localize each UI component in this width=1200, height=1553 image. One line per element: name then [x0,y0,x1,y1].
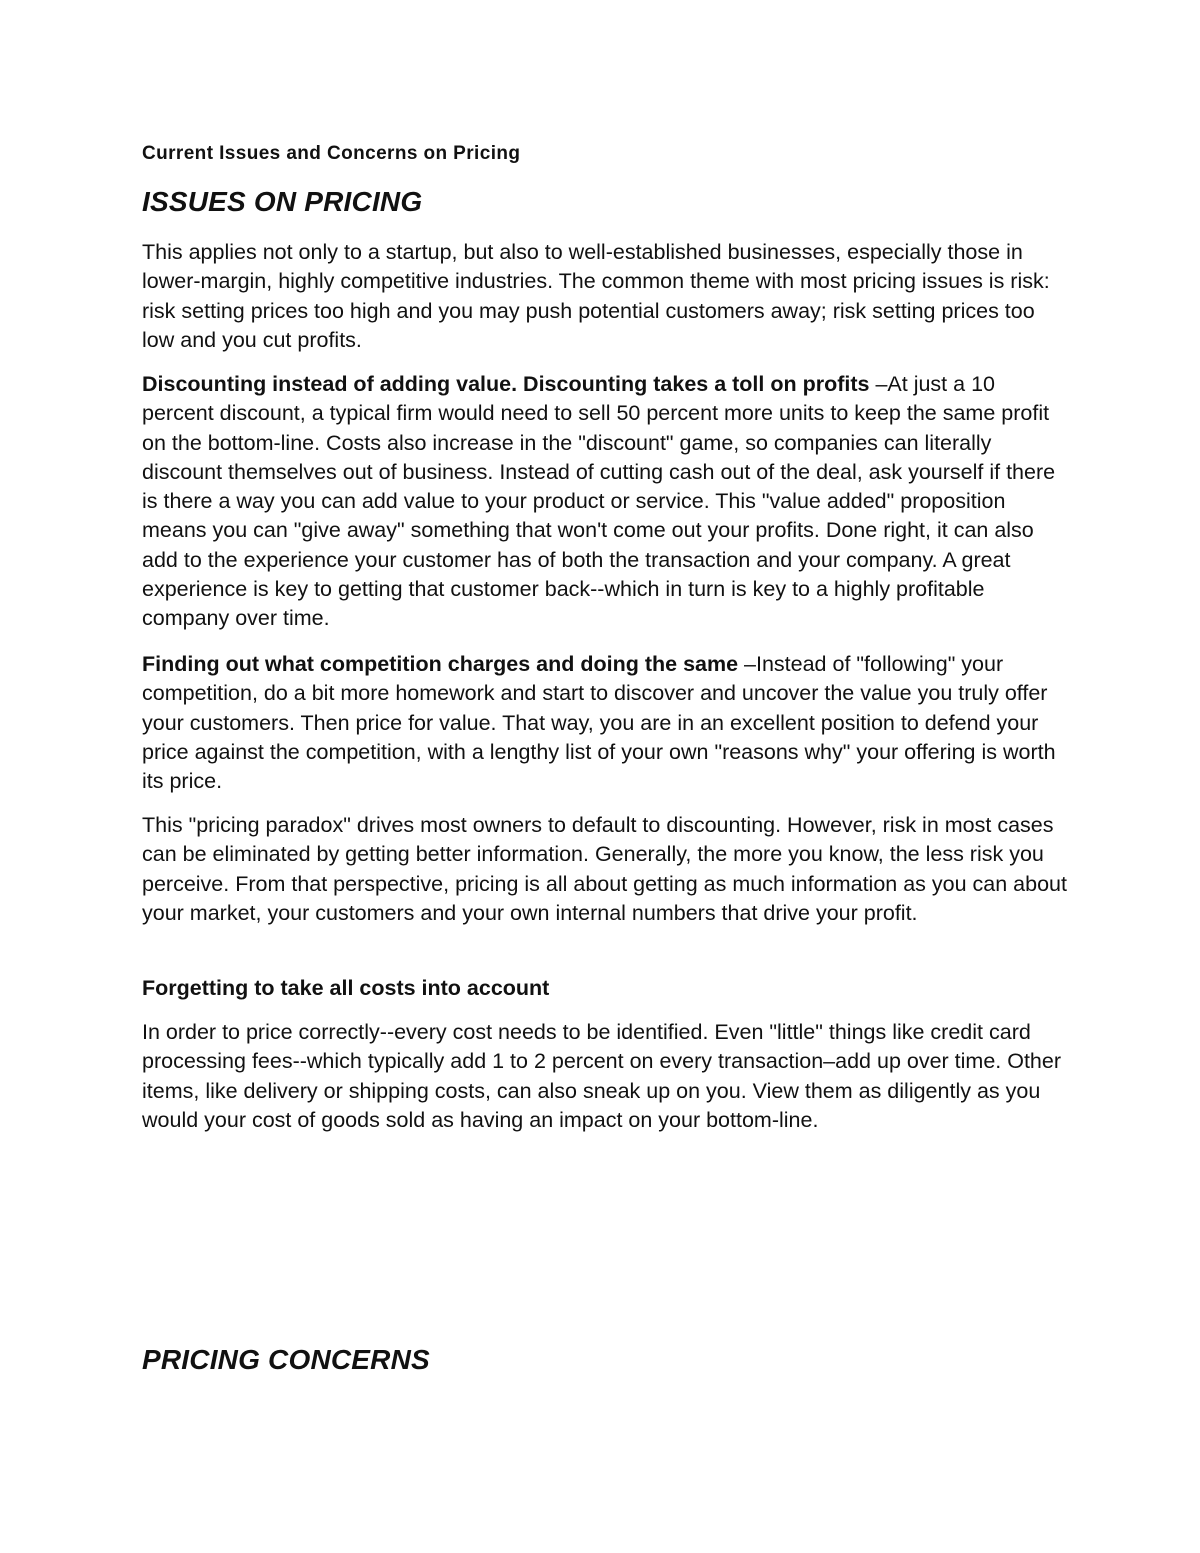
paragraph-costs: In order to price correctly--every cost needs to be identified. Even "little" things like credit card processing fees--which typically add 1 to 2 percent on every transaction–add up over time. Other items, like delivery or shipping costs, can also sneak up on you. View them as diligently as you would your cost of goods sold as having an impact on your bottom-line. [142,1020,1062,1132]
section-heading-concerns: PRICING CONCERNS [142,1344,430,1375]
paragraph-competition-lead: Finding out what competition charges and doing the same [142,652,739,676]
paragraph-discounting [142,370,1072,634]
section-heading-issues: ISSUES ON PRICING [142,186,423,217]
paragraph-competition-body: –Instead of "following" your competition, do a bit more homework and start to discover and uncover the value you truly offer your customers. Then price for value. That way, you are in an excellent position to defend your price against the competition, with a lengthy list of your own "reasons why" your offering is worth its price. [142,652,1056,794]
paragraph-discounting-lead: Discounting instead of adding value. Discounting takes a toll on profits [142,372,870,396]
subheading-costs: Forgetting to take all costs into account [142,976,550,1000]
paragraph-intro: This applies not only to a startup, but also to well-established businesses, especially those in lower-margin, highly competitive industries. The common theme with most pricing issues is risk: risk setting prices too high and you may push potential customers away; risk setting prices too low and you cut profits. [142,240,1050,352]
document-title: Current Issues and Concerns on Pricing [142,143,521,164]
paragraph-discounting-body: –At just a 10 percent discount, a typical firm would need to sell 50 percent more units to keep the same profit on the bottom-line. Costs also increase in the "discount" game, so companies can literally discount themselves out of business. Instead of cutting cash out of the deal, ask yourself if there is there a way you can add value to your product or service. This "value added" proposition means you can "give away" something that won't come out your profits. Done right, it can also add to the experience your customer has of both the transaction and your company. A great experience is key to getting that customer back--which in turn is key to a highly profitable company over time. [142,372,1056,631]
paragraph-competition [142,650,1072,796]
paragraph-pricing-paradox: This "pricing paradox" drives most owners to default to discounting. However, risk in most cases can be eliminated by getting better information. Generally, the more you know, the less risk you perceive. From that perspective, pricing is all about getting as much information as you can about your market, your customers and your own internal numbers that drive your profit. [142,813,1067,925]
